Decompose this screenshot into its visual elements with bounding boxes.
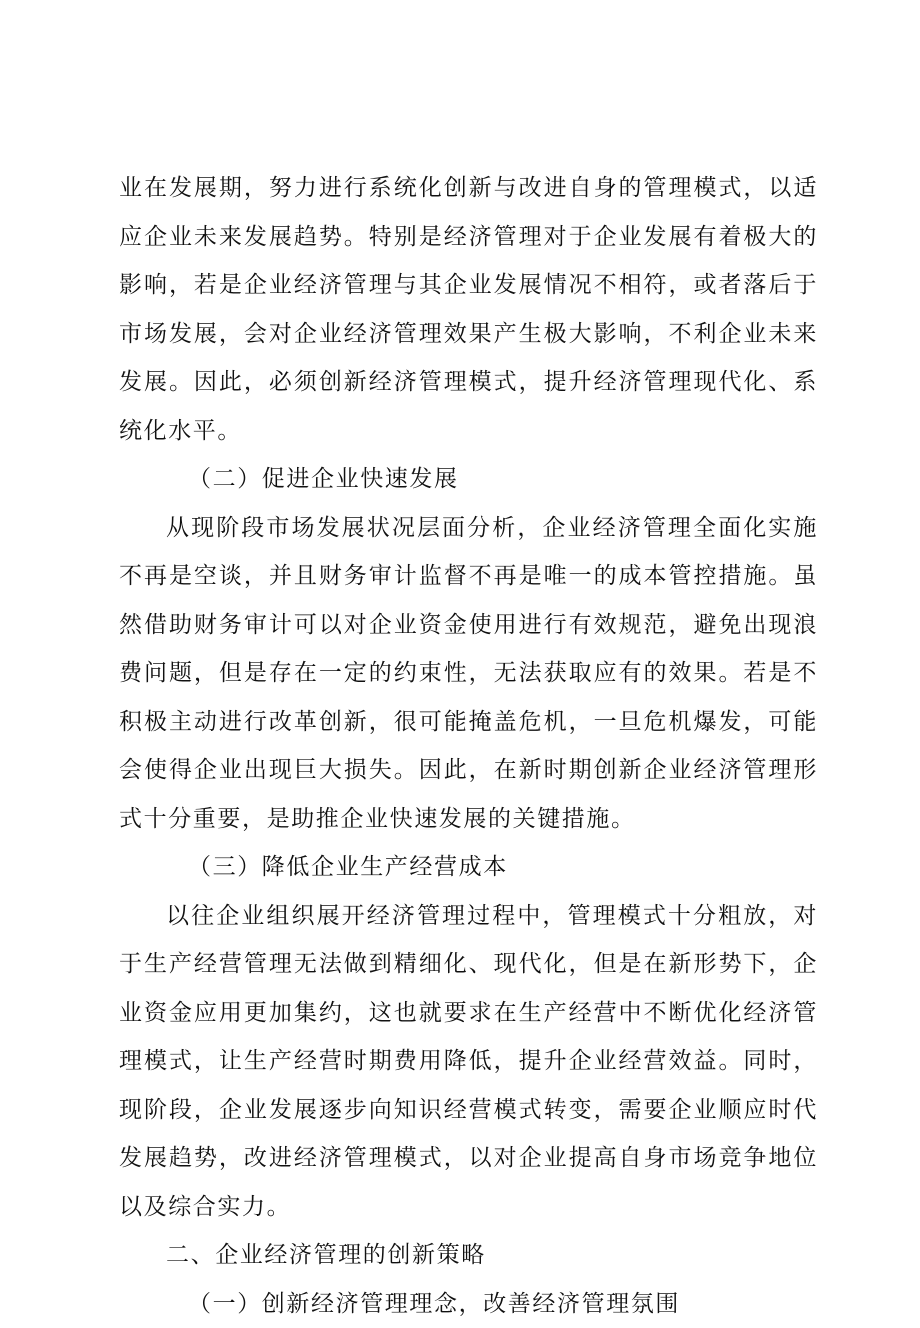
subheading-strategy-1: （一）创新经济管理理念，改善经济管理氛围 [119, 1280, 818, 1328]
subheading-3: （三）降低企业生产经营成本 [119, 843, 818, 892]
body-paragraph-3: 以往企业组织展开经济管理过程中，管理模式十分粗放，对于生产经营管理无法做到精细化、现代化，但是在新形势下，企业资金应用更加集约，这也就要求在生产经营中不断优化经济管理模式，让生产经营时期费用降低，提升企业经营效益。同时，现阶段，企业发展逐步向知识经营模式转变，需要企业顺应时代发展趋势，改进经济管理模式，以对企业提高自身市场竞争地位以及综合实力。 [119, 892, 818, 1232]
subheading-2: （二）促进企业快速发展 [119, 455, 818, 504]
body-paragraph-2: 从现阶段市场发展状况层面分析，企业经济管理全面化实施不再是空谈，并且财务审计监督不再是唯一的成本管控措施。虽然借助财务审计可以对企业资金使用进行有效规范，避免出现浪费问题，但是存在一定的约束性，无法获取应有的效果。若是不积极主动进行改革创新，很可能掩盖危机，一旦危机爆发，可能会使得企业出现巨大损失。因此，在新时期创新企业经济管理形式十分重要，是助推企业快速发展的关键措施。 [119, 504, 818, 844]
section-heading-2: 二、企业经济管理的创新策略 [119, 1231, 818, 1280]
document-body [119, 164, 818, 1328]
body-paragraph-1: 业在发展期，努力进行系统化创新与改进自身的管理模式，以适应企业未来发展趋势。特别是经济管理对于企业发展有着极大的影响，若是企业经济管理与其企业发展情况不相符，或者落后于市场发展，会对企业经济管理效果产生极大影响，不利企业未来发展。因此，必须创新经济管理模式，提升经济管理现代化、系统化水平。 [119, 164, 818, 455]
